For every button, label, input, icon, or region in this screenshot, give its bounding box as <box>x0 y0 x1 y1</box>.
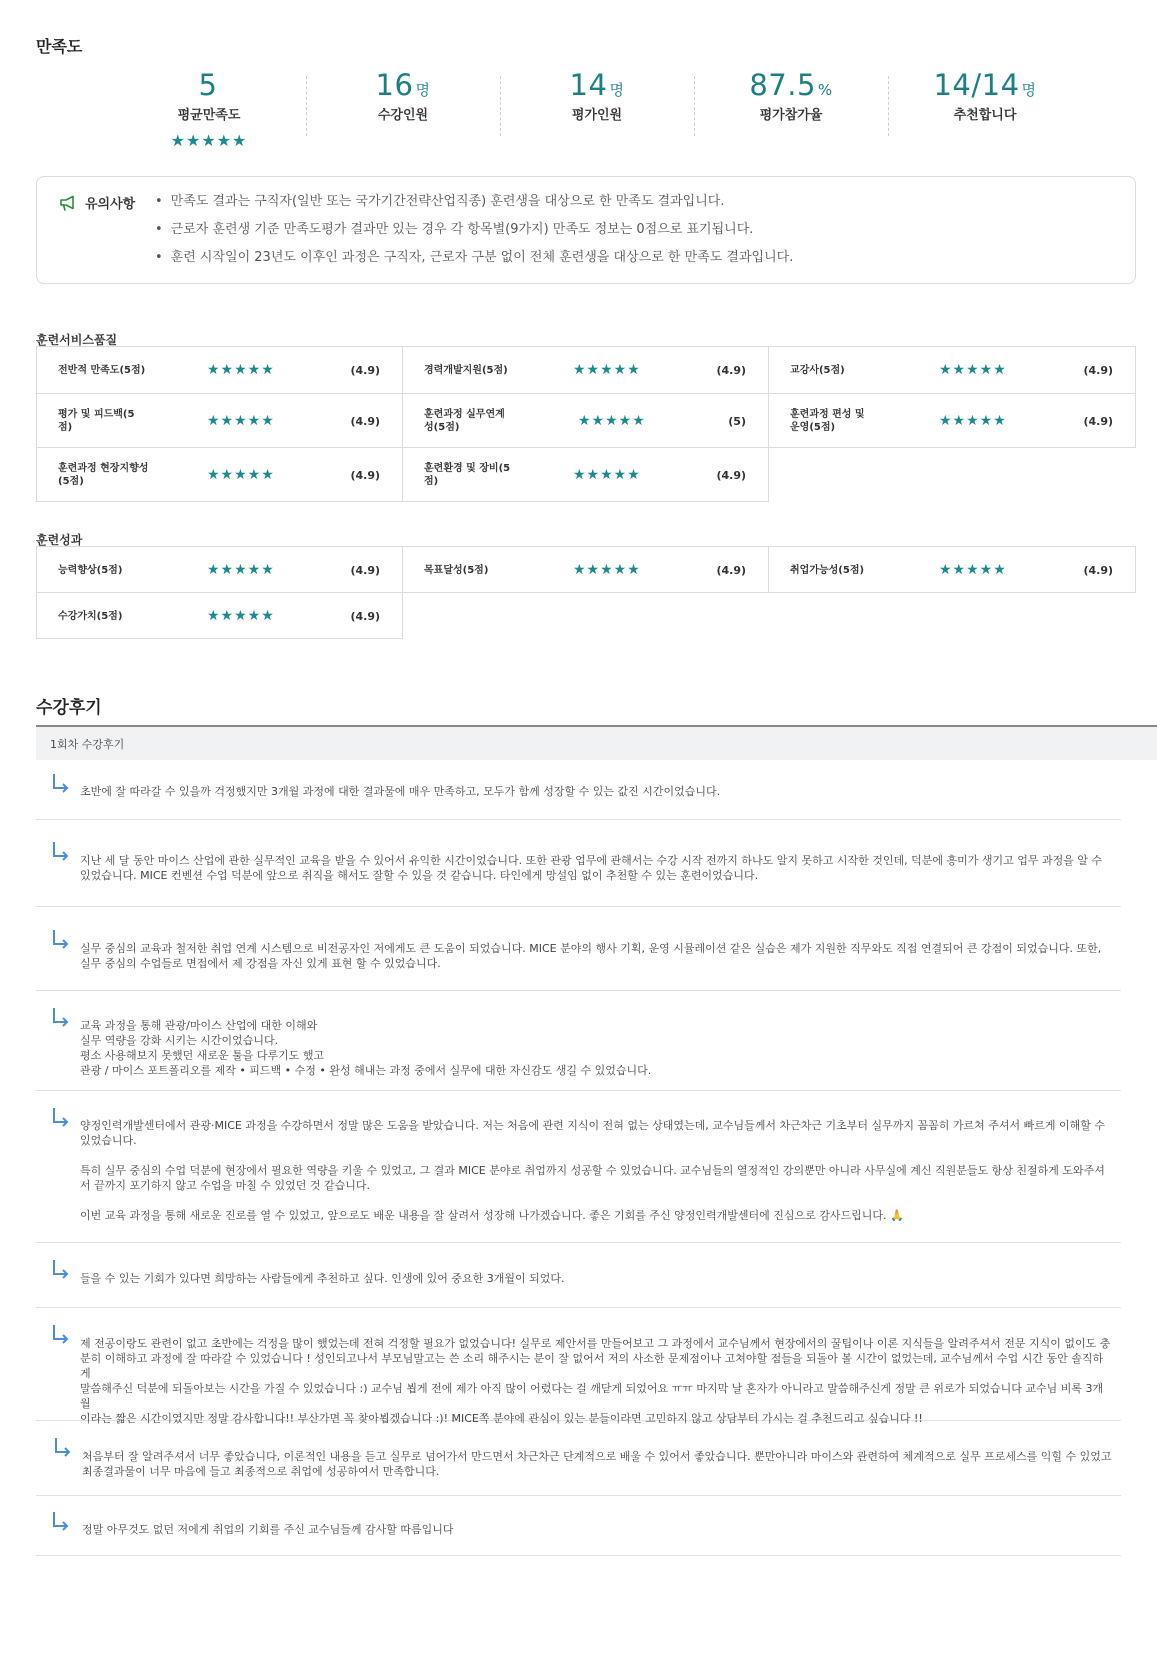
reply-arrow-icon <box>52 1007 70 1027</box>
notice-item: • 만족도 결과는 구직자(일반 또는 국가기간전략산업직종) 훈련생을 대상으로 한 만족도 결과입니다. <box>155 193 793 221</box>
rating-stars-icon: ★★★★★ <box>207 608 275 624</box>
reviews-title: 수강후기 <box>36 698 102 718</box>
review-item <box>36 991 1121 1091</box>
rating-cell <box>36 447 403 502</box>
review-text: 초반에 잘 따라갈 수 있을까 걱정했지만 3개월 과정에 대한 결과물에 매우 만족하고, 모두가 함께 성장할 수 있는 값진 시간이었습니다. <box>80 785 721 798</box>
stat-evaluators <box>500 68 694 158</box>
rating-stars-icon: ★★★★★ <box>207 362 275 378</box>
rating-cell <box>402 546 769 593</box>
review-text: 실무 중심의 교육과 철저한 취업 연계 시스템으로 비전공자인 저에게도 큰 도움이 되었습니다. MICE 분야의 행사 기획, 운영 시뮬레이션 같은 실습은 제가 지원한 직무와도 직접 연결되어 큰 강점이 되었습니다. 또한, 실무 중심의 수업들로 면접에서 제 강점을 자신 있게 표현 할 수 있었습니다. <box>80 942 1102 970</box>
stat-unit: 명 <box>1021 81 1037 99</box>
reply-arrow-icon <box>52 841 70 861</box>
rating-label: 교강사(5점) <box>790 365 845 376</box>
rating-label: 목표달성(5점) <box>424 565 489 576</box>
stat-average-satisfaction <box>112 68 306 158</box>
satisfaction-title: 만족도 <box>36 37 83 56</box>
stat-unit: 명 <box>415 81 431 99</box>
review-text: 제 전공이랑도 관련이 없고 초반에는 걱정을 많이 했었는데 전혀 걱정할 필요가 없었습니다! 실무로 제안서를 만들어보고 그 과정에서 교수님께서 현장에서의 꿀팁이나 이론 지식들을 알려주셔서 전문 지식이 없이도 충 분히 이해하고 과정에 잘 따라갈 수 있었습니다 ! 성인되고나서 부모님말고는 쓴 소리 해주시는 분이 잘 없어서 저의 사소한 문제점이나 고쳐야할 점들을 되돌아 볼 시간이 없었는데, 교수님께서 수업 시간 동안 솔직하게 말씀해주신 덕분에 되돌아보는 시간을 가질 수 있었습니다 :) 교수님 뵙게 전에 제가 아직 많이 어렸다는 걸 깨닫게 되었어요 ㅠㅠ 마지막 날 혼자가 아니라고 말씀해주신게 정말 큰 위로가 되었습니다 교수님 비록 3개월 이라는 짧은 시간이였지만 정말 감사합니다!! 부산가면 꼭 찾아뵙겠습니다 :)! MICE쪽 분야에 관심이 있는 분들이라면 고민하지 않고 상담부터 가시는 걸 추천드리고 싶습니다 !! <box>80 1337 1111 1425</box>
reply-arrow-icon <box>54 1437 72 1457</box>
review-item <box>36 907 1121 991</box>
reply-arrow-icon <box>52 1511 70 1531</box>
reply-arrow-icon <box>52 773 70 793</box>
stat-unit: % <box>817 81 833 99</box>
review-text: 들을 수 있는 기회가 있다면 희망하는 사람들에게 추천하고 싶다. 인생에 있어 중요한 3개월이 되었다. <box>80 1272 565 1285</box>
rating-stars-icon: ★★★★★ <box>573 362 641 378</box>
review-item <box>36 760 1121 820</box>
stat-value: 14 <box>569 68 608 102</box>
reply-arrow-icon <box>52 1107 70 1127</box>
rating-cell <box>402 346 769 394</box>
review-text: 양정인력개발센터에서 관광·MICE 과정을 수강하면서 정말 많은 도움을 받았습니다. 저는 처음에 관련 지식이 전혀 없는 상태였는데, 교수님들께서 차근차근 기초부터 실무까지 꼼꼼히 가르쳐 주셔서 빠르게 이해할 수 있었습니다. 특히 실무 중심의 수업 덕분에 현장에서 필요한 역량을 키울 수 있었고, 그 결과 MICE 분야로 취업까지 성공할 수 있었습니다. 교수님들의 열정적인 강의뿐만 아니라 사무실에 계신 직원분들도 항상 친절하게 도와주셔 서 끝까지 포기하지 않고 수업을 마칠 수 있었던 것 같습니다. 이번 교육 과정을 통해 새로운 진로를 열 수 있었고, 앞으로도 배운 내용을 잘 살려서 성장해 나가겠습니다. 좋은 기회를 주신 양정인력개발센터에 진심으로 감사드립니다. 🙏 <box>80 1119 1105 1222</box>
service-quality-title: 훈련서비스품질 <box>36 333 118 347</box>
stat-value: 14/14 <box>933 68 1020 102</box>
rating-stars-icon: ★★★★★ <box>939 362 1007 378</box>
satisfaction-stats <box>112 68 1082 158</box>
rating-stars-icon: ★★★★★ <box>207 467 275 483</box>
rating-stars-icon: ★★★★★ <box>939 562 1007 578</box>
rating-cell <box>36 346 403 394</box>
rating-cell <box>402 447 769 502</box>
rating-score: (4.9) <box>350 610 380 623</box>
notice-item: • 훈련 시작일이 23년도 이후인 과정은 구직자, 근로자 구분 없이 전체 훈련생을 대상으로 한 만족도 결과입니다. <box>155 249 793 277</box>
rating-label: 능력향상(5점) <box>58 565 123 576</box>
rating-label: 전반적 만족도(5점) <box>58 365 146 376</box>
review-text: 교육 과정을 통해 관광/마이스 산업에 대한 이해와 실무 역량을 강화 시키는 시간이었습니다. 평소 사용해보지 못했던 새로운 툴을 다루기도 했고 관광 / 마이스 포트폴리오를 제작 • 피드백 • 수정 • 완성 해내는 과정 중에서 실무에 대한 자신감도 생길 수 있었습니다. <box>80 1019 652 1077</box>
stat-value: 16 <box>375 68 414 102</box>
review-item <box>36 820 1121 907</box>
rating-cell <box>36 393 403 448</box>
rating-label: 훈련환경 및 장비(5점) <box>424 463 511 487</box>
rating-score: (4.9) <box>350 415 380 428</box>
rating-score: (4.9) <box>350 364 380 377</box>
stat-value: 87.5 <box>749 68 816 102</box>
rating-label: 훈련과정 현장지향성(5점) <box>58 463 149 487</box>
notice-list <box>155 193 793 277</box>
notice-item: • 근로자 훈련생 기준 만족도평가 결과만 있는 경우 각 항목별(9가지) 만족도 정보는 0점으로 표기됩니다. <box>155 221 793 249</box>
review-text: 정말 아무것도 없던 저에게 취업의 기회를 주신 교수님들께 감사할 따름입니다 <box>82 1523 454 1536</box>
rating-label: 수강가치(5점) <box>58 611 123 622</box>
rating-label: 훈련과정 편성 및 운영(5점) <box>790 409 865 433</box>
service-quality-grid <box>36 346 1136 506</box>
rating-cell <box>36 546 403 593</box>
review-text: 지난 세 달 동안 마이스 산업에 관한 실무적인 교육을 받을 수 있어서 유익한 시간이었습니다. 또한 관광 업무에 관해서는 수강 시작 전까지 하나도 알지 못하고 시작한 것인데, 덕분에 흥미가 생기고 업무 과정을 알 수 있었습니다. MICE 컨벤션 수업 덕분에 앞으로 취직을 해서도 잘할 수 있을 것 같습니다. 타인에게 망설임 없이 추천할 수 있는 훈련이었습니다. <box>80 854 1103 882</box>
reply-arrow-icon <box>52 929 70 949</box>
rating-cell <box>36 592 403 639</box>
rating-label: 평가 및 피드백(5점) <box>58 409 135 433</box>
stat-label: 평균만족도 <box>177 108 241 123</box>
review-item <box>36 1496 1121 1556</box>
rating-label: 경력개발지원(5점) <box>424 365 508 376</box>
notice-header <box>59 193 135 212</box>
reviews-subtitle: 1회차 수강후기 <box>50 738 125 751</box>
notice-title: 유의사항 <box>85 197 136 212</box>
reply-arrow-icon <box>52 1324 70 1344</box>
rating-score: (4.9) <box>716 564 746 577</box>
notice-box <box>36 176 1136 284</box>
average-stars-icon: ★★★★★ <box>170 131 248 150</box>
rating-stars-icon: ★★★★★ <box>207 562 275 578</box>
rating-cell <box>768 393 1136 448</box>
rating-stars-icon: ★★★★★ <box>939 413 1007 429</box>
outcomes-grid <box>36 546 1136 646</box>
rating-score: (4.9) <box>350 564 380 577</box>
stat-participation-rate <box>694 68 888 158</box>
stat-enrolled <box>306 68 500 158</box>
review-item <box>36 1091 1121 1243</box>
rating-score: (4.9) <box>350 469 380 482</box>
rating-cell <box>768 346 1136 394</box>
stat-label: 추천합니다 <box>953 108 1017 123</box>
rating-stars-icon: ★★★★★ <box>207 413 275 429</box>
rating-stars-icon: ★★★★★ <box>573 467 641 483</box>
rating-score: (5) <box>728 415 746 428</box>
reply-arrow-icon <box>52 1259 70 1279</box>
review-item <box>36 1421 1121 1496</box>
rating-score: (4.9) <box>1083 415 1113 428</box>
stat-value: 5 <box>198 68 218 102</box>
stat-label: 수강인원 <box>377 108 429 123</box>
rating-label: 훈련과정 실무연계성(5점) <box>424 409 505 433</box>
rating-score: (4.9) <box>716 469 746 482</box>
review-text: 처음부터 잘 알려주셔서 너무 좋았습니다, 이론적인 내용을 듣고 실무로 넘어가서 만드면서 차근차근 단계적으로 배울 수 있어서 좋았습니다. 뿐만아니라 마이스와 관련하여 체계적으로 실무 프로세스를 익힐 수 있었고 최종결과물이 너무 마음에 들고 최종적으로 취업에 성공하여서 만족합니다. <box>82 1450 1112 1478</box>
rating-score: (4.9) <box>1083 564 1113 577</box>
megaphone-icon <box>59 195 77 211</box>
rating-label: 취업가능성(5점) <box>790 565 865 576</box>
stat-label: 평가참가율 <box>759 108 823 123</box>
review-item <box>36 1243 1121 1308</box>
rating-cell <box>402 393 769 448</box>
rating-score: (4.9) <box>716 364 746 377</box>
stat-label: 평가인원 <box>571 108 623 123</box>
review-item <box>36 1308 1121 1425</box>
rating-cell <box>768 546 1136 593</box>
outcomes-title: 훈련성과 <box>36 533 83 547</box>
rating-stars-icon: ★★★★★ <box>578 413 646 429</box>
stat-recommend <box>888 68 1082 158</box>
rating-stars-icon: ★★★★★ <box>573 562 641 578</box>
stat-unit: 명 <box>609 81 625 99</box>
reviews-round-header <box>36 727 1157 760</box>
rating-score: (4.9) <box>1083 364 1113 377</box>
